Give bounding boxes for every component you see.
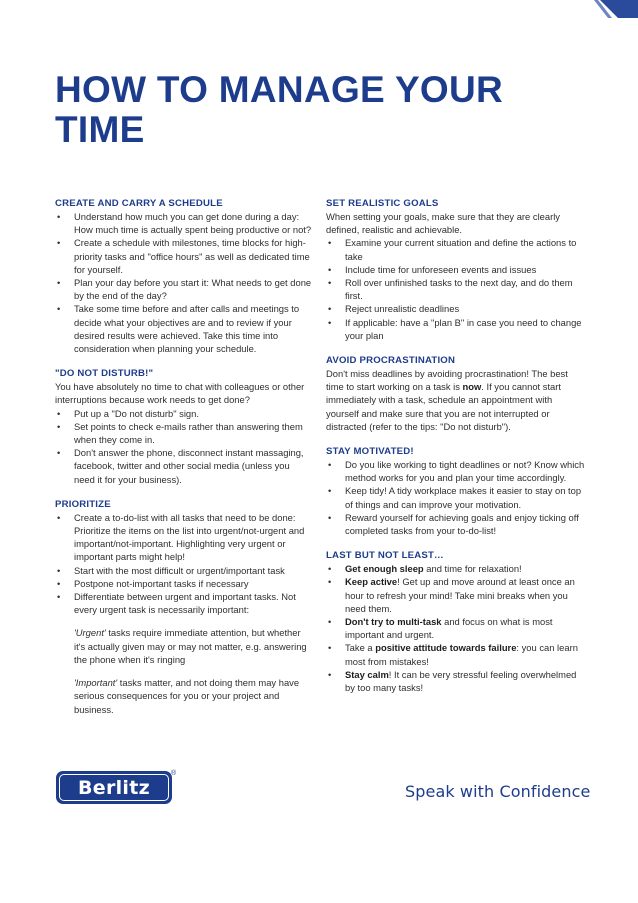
section-heading: LAST BUT NOT LEAST… [326, 550, 444, 562]
section-prioritize [55, 498, 313, 716]
section-intro: You have absolutely no time to chat with colleagues or other interruptions because work needs to get done? [55, 381, 305, 406]
list-item: • Postpone not-important tasks if necessary [55, 577, 313, 590]
list-item: • Do you like working to tight deadlines or not? Know which method works for you and plan your time accordingly. [326, 458, 586, 484]
registered-mark: ® [171, 770, 177, 777]
section-body [326, 367, 586, 433]
berlitz-logo [56, 771, 172, 804]
right-column [326, 197, 586, 706]
section-procrastination [326, 354, 586, 433]
left-column [55, 197, 313, 728]
tip-prefix: Take a [345, 642, 376, 654]
section-heading: SET REALISTIC GOALS [326, 198, 439, 209]
list-item: • Set points to check e-mails rather than answering them when they come in. [55, 420, 313, 446]
tip-bold: Keep active [345, 576, 398, 588]
tip-bold: positive attitude towards failure [375, 642, 517, 654]
urgent-term: 'Urgent' [74, 627, 106, 639]
tip-text: and focus on what is most important and urgent. [345, 616, 553, 641]
important-term: 'Important' [74, 677, 118, 689]
tip-bold: Get enough sleep [345, 563, 424, 575]
section-goals [326, 197, 586, 342]
body-text-bold: now [462, 381, 482, 393]
logo-inner-border [59, 774, 169, 801]
list-item: • Include time for unforeseen events and issues [326, 263, 586, 276]
tip-text: : you can learn most from mistakes! [345, 642, 578, 667]
tip-text: ! Get up and move around at least once an hour to refresh your mind! Take mini breaks when you need them. [345, 576, 575, 614]
bullet-list [326, 458, 586, 537]
list-item [326, 615, 586, 641]
bullet-list [55, 210, 313, 355]
urgent-note [55, 626, 313, 666]
list-item: • Start with the most difficult or urgent/important task [55, 564, 313, 577]
list-item: • Plan your day before you start it: What needs to get done by the end of the day? [55, 276, 313, 302]
list-item: • If applicable: have a "plan B" in case you need to change your plan [326, 316, 586, 342]
section-heading: AVOID PROCRASTINATION [326, 355, 456, 367]
section-motivated [326, 445, 586, 537]
section-schedule [55, 197, 313, 355]
tagline: Speak with Confidence [405, 782, 591, 801]
section-do-not-disturb [55, 367, 313, 486]
section-intro: When setting your goals, make sure that they are clearly defined, realistic and achievable. [326, 211, 560, 236]
tip-text: and time for relaxation! [423, 563, 522, 575]
section-heading: PRIORITIZE [55, 498, 111, 510]
corner-stripes [594, 0, 638, 18]
important-note [55, 676, 313, 716]
list-item: • Create a to-do-list with all tasks that need to be done: Prioritize the items on the list into urgent/not-urgent and important/not-important. Highlighting very urgent or important parts might help! [55, 511, 313, 564]
body-text-after: . If you cannot start immediately with a task, schedule an appointment with yourself and make sure that you are not interrupted or distracted (refer to the tips: "Do not disturb"). [326, 381, 561, 432]
list-item: • Reject unrealistic deadlines [326, 302, 586, 315]
list-item [326, 562, 586, 575]
section-heading: CREATE AND CARRY A SCHEDULE [55, 198, 223, 209]
list-item: • Reward yourself for achieving goals and enjoy ticking off completed tasks from your to-do-list! [326, 511, 586, 537]
list-item: • Understand how much you can get done during a day: How much time is actually spent being productive or not? [55, 210, 313, 236]
list-item [326, 575, 586, 615]
list-item: • Put up a "Do not disturb" sign. [55, 407, 313, 420]
logo-text: Berlitz [77, 776, 150, 799]
list-item: • Take some time before and after calls and meetings to decide what your objectives are and to review if your desired results were achieved. Take this time into consideration when planning your schedule. [55, 302, 313, 355]
body-text-before: Don't miss deadlines by avoiding procrastination! The best time to start working on a task is [326, 368, 568, 393]
list-item: • Roll over unfinished tasks to the next day, and do them first. [326, 276, 586, 302]
important-text: tasks matter, and not doing them may have serious consequences for you or your project and business. [74, 677, 300, 715]
bullet-list [326, 562, 586, 694]
section-last-but-not-least [326, 549, 586, 694]
tip-bold: Stay calm [345, 668, 389, 680]
logo-badge [56, 771, 172, 804]
tip-bold: Don't try to multi-task [345, 616, 442, 628]
section-heading: STAY MOTIVATED! [326, 446, 414, 458]
tip-text: ! It can be very stressful feeling overwhelmed by too many tasks! [345, 668, 577, 694]
list-item: • Don't answer the phone, disconnect instant massaging, facebook, twitter and other social media (unless you need it for your business). [55, 446, 313, 486]
list-item [326, 668, 586, 694]
urgent-text: tasks require immediate attention, but whether it's actually given may or may not matter, e.g. answering the phone when it's ringing [74, 627, 307, 665]
section-heading: "DO NOT DISTURB!" [55, 368, 154, 380]
page-title: HOW TO MANAGE YOUR TIME [55, 69, 504, 150]
list-item: • Keep tidy! A tidy workplace makes it easier to stay on top of things and can improve your motivation. [326, 484, 586, 510]
list-item: • Create a schedule with milestones, time blocks for high-priority tasks and "office hours" as well as dedicated time for yourself. [55, 236, 313, 276]
corner-decoration [594, 0, 638, 18]
bullet-list [55, 407, 313, 486]
bullet-list [326, 236, 586, 342]
list-item: • Examine your current situation and define the actions to take [326, 236, 586, 262]
list-item [326, 641, 586, 667]
list-item: • Differentiate between urgent and important tasks. Not every urgent task is necessarily important: [55, 590, 313, 616]
bullet-list [55, 511, 313, 617]
